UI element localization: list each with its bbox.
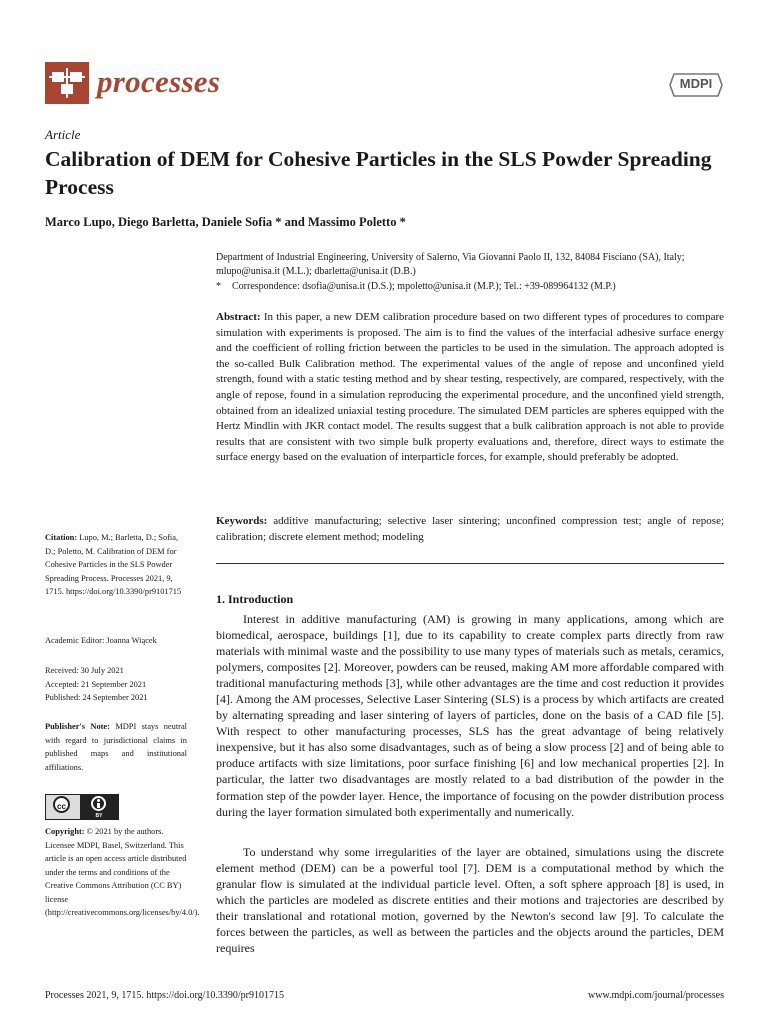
citation-text[interactable]: Lupo, M.; Barletta, D.; Sofia, D.; Poletto, M. Calibration of DEM for Cohesive Particles in the SLS Powder Spreading Process. Processes 2021, 9, 1715. https://doi.org/10.3390/pr9101715 <box>45 533 182 596</box>
author-list[interactable]: Marco Lupo, Diego Barletta, Daniele Sofia * and Massimo Poletto * <box>45 215 406 229</box>
article-type: Article <box>45 127 81 142</box>
abstract-label: Abstract: <box>216 311 261 323</box>
cc-icon <box>46 795 80 819</box>
publisher-note <box>45 720 187 774</box>
publisher-note-label: Publisher's Note: <box>45 722 110 731</box>
intro-paragraph-2: To understand why some irregularities of the layer are obtained, simulations using the discrete element method (DEM) can be a powerful tool [7]. DEM is a computational method by which the granular flow is simulated at the individual particle level. Often, a soft sphere approach [8] is used, in which the particles are modeled as discrete entities and their motions and trajectories are described by their translational and rotational motion, governed by the Newton's second law [9]. To calculate the forces between the particles, as well as between the particles and the objects around the particles, DEM requires <box>216 845 724 956</box>
journal-name[interactable]: processes <box>97 64 221 99</box>
copyright-block <box>45 825 200 920</box>
publication-dates <box>45 664 187 705</box>
article-title: Calibration of DEM for Cohesive Particles in the SLS Powder Spreading Process <box>45 147 712 199</box>
intro-paragraph-1: Interest in additive manufacturing (AM) is growing in many applications, among which are biomedical, aerospace, buildings [1], due to its capability to create complex parts directly from raw materials with minimal waste and the possibility to use many types of materials such as metals, ceramics, polymers, composites [2]. Moreover, powders can be reused, making AM more affordable compared with traditional manufacturing methods [3], while other advantages are the time and cost reduction it provides [4]. Among the AM processes, Selective Laser Sintering (SLS) is a process by which artifacts are created by alternating spreading and laser sintering of layers of particles, done on the basis of a CAD file [5]. With respect to other manufacturing processes, SLS has the great advantage of being relatively inexpensive, but it has also some disadvantages, such as of being a slow process [2] and of being able to produce artifacts with size limitations, poor surface finishing [6] and low mechanical properties [2]. In particular, the latter two disadvantages are mostly related to a bad distribution of the powder in the formation step of the powder layer. Hence, the importance of focusing on the powder distribution process during the layer formation simulated both experimentally and numerically. <box>216 612 724 819</box>
publisher-logo[interactable] <box>668 68 724 102</box>
cc-by-license-badge[interactable] <box>45 794 119 820</box>
affiliation: Department of Industrial Engineering, University of Salerno, Via Giovanni Paolo II, 132, 84084 Fisciano (SA), Italy; mlupo@unisa.it (M.L.); dbarletta@unisa.it (D.B.) <box>216 252 685 277</box>
journal-logo-icon <box>45 62 89 104</box>
footer-citation[interactable]: Processes 2021, 9, 1715. https://doi.org/10.3390/pr9101715 <box>45 990 284 1001</box>
correspondence-text: Correspondence: dsofia@unisa.it (D.S.); mpoletto@unisa.it (M.P.); Tel.: +39-089964132 (M.P.) <box>232 281 616 292</box>
copyright-text: © 2021 by the authors. Licensee MDPI, Basel, Switzerland. This article is an open access article distributed under the terms and conditions of the Creative Commons Attribution (CC BY) license (http://creativecommons.org/licenses/by/4.0/). <box>45 827 200 917</box>
person-icon <box>91 796 106 811</box>
accepted-date: Accepted: 21 September 2021 <box>45 679 147 689</box>
received-date: Received: 30 July 2021 <box>45 666 124 675</box>
keywords <box>216 514 724 545</box>
correspondence-marker: * <box>216 281 221 292</box>
publisher-name: MDPI <box>679 76 713 91</box>
abstract <box>216 310 724 466</box>
copyright-label: Copyright: <box>45 827 85 836</box>
correspondence <box>216 280 726 294</box>
by-label: BY <box>95 813 103 819</box>
section-heading-introduction: 1. Introduction <box>216 592 294 606</box>
keywords-text: additive manufacturing; selective laser sintering; unconfined compression test; angle of repose; calibration; discrete element method; modeling <box>216 515 725 543</box>
keywords-label: Keywords: <box>216 515 268 527</box>
citation-block <box>45 531 187 599</box>
attribution-icon <box>80 795 118 819</box>
publisher-note-text: MDPI stays neutral with regard to jurisdictional claims in published maps and institutional affiliations. <box>45 722 187 772</box>
citation-label: Citation: <box>45 533 78 542</box>
abstract-text: In this paper, a new DEM calibration procedure based on two different types of procedures to compare simulation with experiments is proposed. The aim is to find the values of the interfacial adhesive surface energy and the coefficient of rolling friction between the particles to be used in the simulation. The approach adopted is the so-called Bulk Calibration method. The experimental values of the angle of repose and unconfined yield strength, found with a static testing method and by shear testing, respectively, are compared, respectively, with the angle of repose, found in a simulation reproducing the experimental procedure, and the unconfined yield strength, obtained from an idealized uniaxial testing procedure. The simulated DEM particles are spheres equipped with the Hertz Mindlin with JKR contact model. The results suggest that a bulk calibration approach is not able to provide results that are consistent with two simple bulk property evaluations and, therefore, direct ways to estimate the surface energy based on the evaluation of interparticle forces, for example, should preferably be adopted. <box>216 311 724 464</box>
footer-journal-url[interactable]: www.mdpi.com/journal/processes <box>588 990 724 1001</box>
section-divider <box>216 563 724 564</box>
academic-editor: Academic Editor: Joanna Wiącek <box>45 636 157 645</box>
published-date: Published: 24 September 2021 <box>45 693 148 702</box>
cc-circle-label: cc <box>53 796 70 813</box>
